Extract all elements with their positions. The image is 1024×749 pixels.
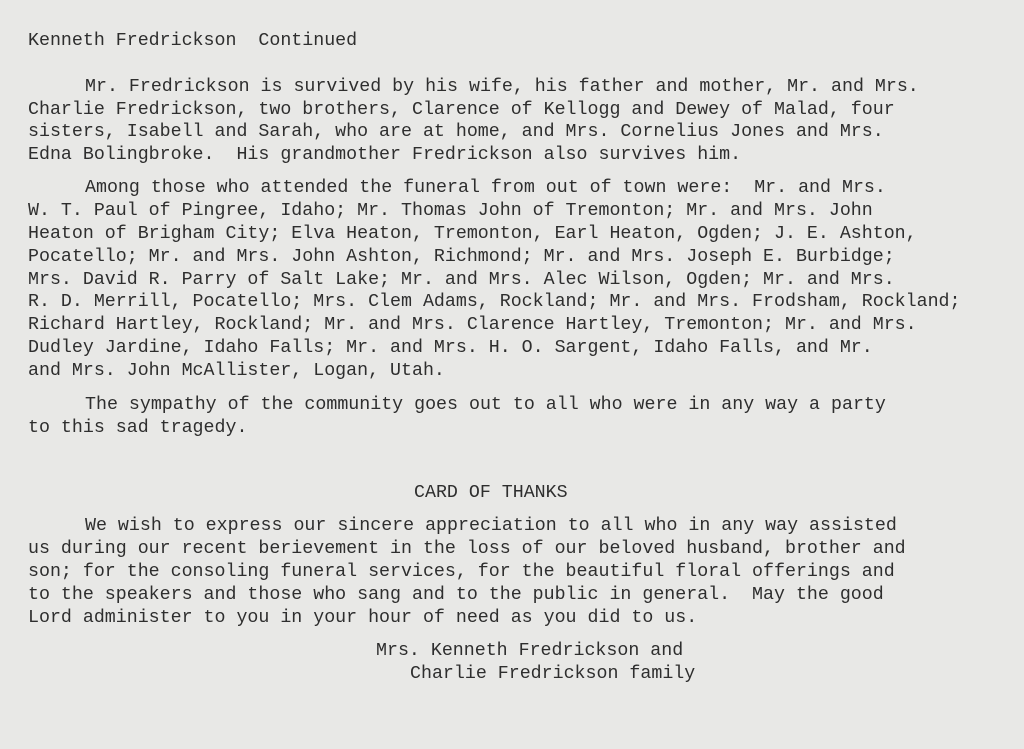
text-line: Mr. Fredrickson is survived by his wife, his father and mother, Mr. and Mrs. xyxy=(85,77,919,97)
text-line: R. D. Merrill, Pocatello; Mrs. Clem Adams, Rockland; Mr. and Mrs. Frodsham, Rockland; xyxy=(28,292,961,312)
text-line: The sympathy of the community goes out to all who were in any way a party xyxy=(85,395,886,415)
text-line: Charlie Fredrickson, two brothers, Clarence of Kellogg and Dewey of Malad, four xyxy=(28,100,895,120)
text-line: son; for the consoling funeral services, for the beautiful floral offerings and xyxy=(28,562,895,582)
text-line: Mrs. David R. Parry of Salt Lake; Mr. and Mrs. Alec Wilson, Ogden; Mr. and Mrs. xyxy=(28,270,895,290)
text-line: us during our recent berievement in the loss of our beloved husband, brother and xyxy=(28,539,906,559)
document-title: Kenneth Fredrickson Continued xyxy=(28,31,358,51)
text-line: W. T. Paul of Pingree, Idaho; Mr. Thomas John of Tremonton; Mr. and Mrs. John xyxy=(28,201,873,221)
text-line: Pocatello; Mr. and Mrs. John Ashton, Richmond; Mr. and Mrs. Joseph E. Burbidge; xyxy=(28,247,895,267)
text-line: Dudley Jardine, Idaho Falls; Mr. and Mrs. H. O. Sargent, Idaho Falls, and Mr. xyxy=(28,338,873,358)
signature-line: Charlie Fredrickson family xyxy=(410,664,696,684)
text-line: to this sad tragedy. xyxy=(28,418,248,438)
text-line: sisters, Isabell and Sarah, who are at home, and Mrs. Cornelius Jones and Mrs. xyxy=(28,122,884,142)
text-line: Lord administer to you in your hour of need as you did to us. xyxy=(28,608,698,628)
text-line: Edna Bolingbroke. His grandmother Fredrickson also survives him. xyxy=(28,145,742,165)
text-line: Among those who attended the funeral from out of town were: Mr. and Mrs. xyxy=(85,178,886,198)
text-line: We wish to express our sincere appreciation to all who in any way assisted xyxy=(85,516,897,536)
text-line: Richard Hartley, Rockland; Mr. and Mrs. Clarence Hartley, Tremonton; Mr. and Mrs. xyxy=(28,315,917,335)
signature-line: Mrs. Kenneth Fredrickson and xyxy=(376,641,684,661)
text-line: and Mrs. John McAllister, Logan, Utah. xyxy=(28,361,445,381)
text-line: to the speakers and those who sang and to the public in general. May the good xyxy=(28,585,884,605)
card-of-thanks-heading: CARD OF THANKS xyxy=(414,483,568,503)
text-line: Heaton of Brigham City; Elva Heaton, Tremonton, Earl Heaton, Ogden; J. E. Ashton, xyxy=(28,224,917,244)
